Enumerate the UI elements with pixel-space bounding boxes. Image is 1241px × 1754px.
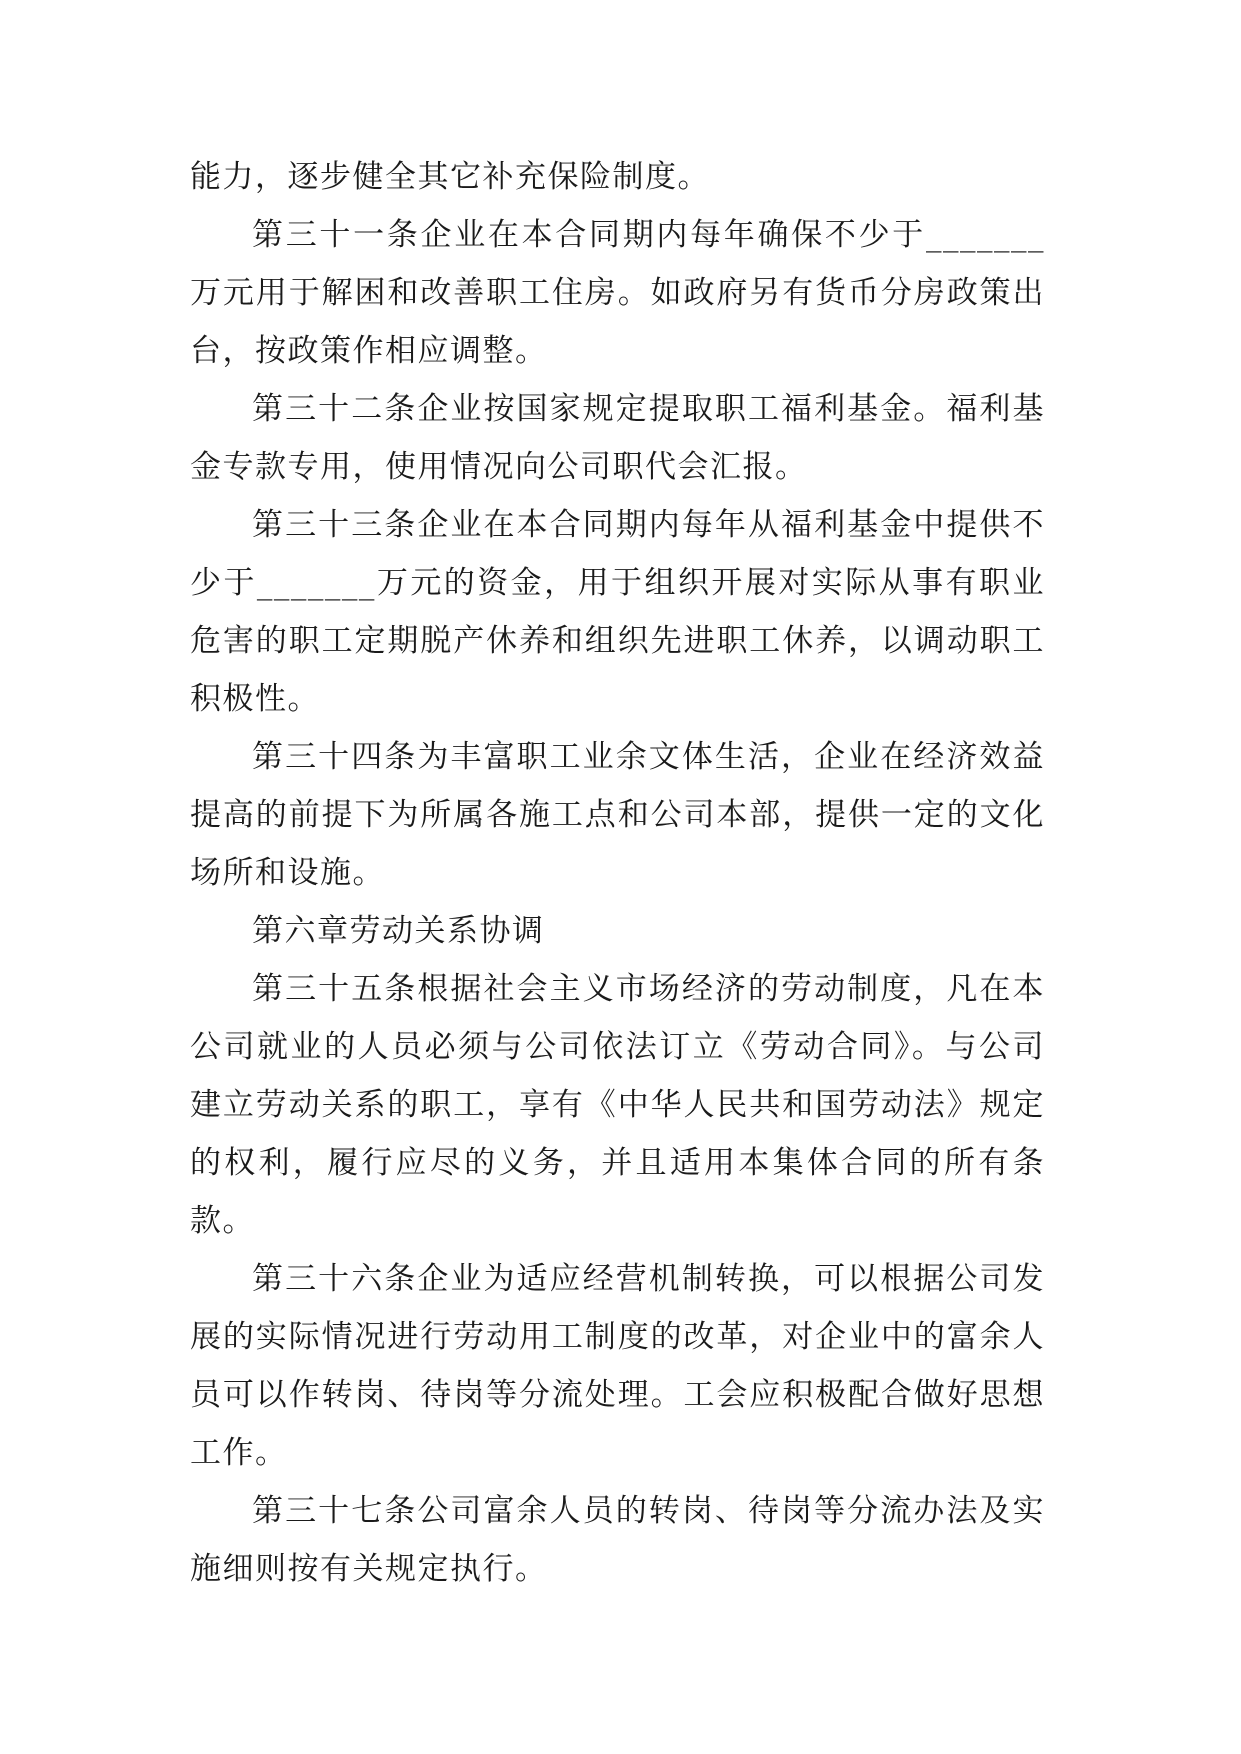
document-body <box>190 148 1045 1598</box>
article-32: 第三十二条企业按国家规定提取职工福利基金。福利基金专款专用，使用情况向公司职代会汇报。 <box>190 391 1045 485</box>
paragraph-continuation: 能力，逐步健全其它补充保险制度。 <box>190 159 710 195</box>
article-33: 第三十三条企业在本合同期内每年从福利基金中提供不少于_______万元的资金，用于组织开展对实际从事有职业危害的职工定期脱产休养和组织先进职工休养，以调动职工积极性。 <box>190 507 1045 717</box>
article-31: 第三十一条企业在本合同期内每年确保不少于_______万元用于解困和改善职工住房。如政府另有货币分房政策出台，按政策作相应调整。 <box>190 217 1045 369</box>
article-37: 第三十七条公司富余人员的转岗、待岗等分流办法及实施细则按有关规定执行。 <box>190 1493 1045 1587</box>
chapter-6-heading: 第六章劳动关系协调 <box>252 913 545 949</box>
article-35: 第三十五条根据社会主义市场经济的劳动制度，凡在本公司就业的人员必须与公司依法订立《劳动合同》。与公司建立劳动关系的职工，享有《中华人民共和国劳动法》规定的权利，履行应尽的义务，并且适用本集体合同的所有条款。 <box>190 971 1045 1239</box>
article-36: 第三十六条企业为适应经营机制转换，可以根据公司发展的实际情况进行劳动用工制度的改革，对企业中的富余人员可以作转岗、待岗等分流处理。工会应积极配合做好思想工作。 <box>190 1261 1045 1471</box>
article-34: 第三十四条为丰富职工业余文体生活，企业在经济效益提高的前提下为所属各施工点和公司本部，提供一定的文化场所和设施。 <box>190 739 1045 891</box>
